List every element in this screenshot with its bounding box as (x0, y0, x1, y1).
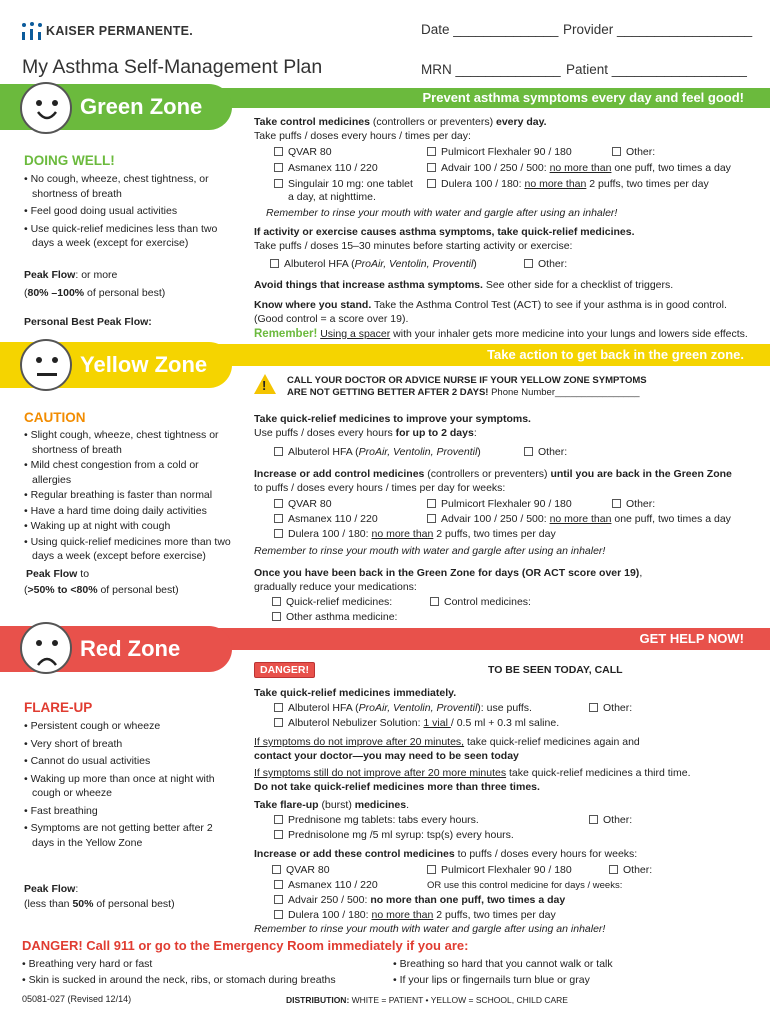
checkbox-albuterol[interactable]: Albuterol HFA (ProAir, Ventolin, Proventil) (270, 257, 477, 271)
green-dose-line: Take puffs / doses every hours / times per day: (254, 130, 471, 142)
green-peak-flow: Peak Flow: or more (24, 269, 118, 281)
form-code: 05081-027 (Revised 12/14) (22, 994, 132, 1004)
red-quick-heading: Take quick-relief medicines immediately. (254, 687, 457, 699)
emergency-item-2: • Breathing so hard that you cannot walk or talk (393, 958, 613, 970)
list-item: • Mild chest congestion from a cold or allergies (24, 459, 199, 486)
emergency-item-4: • If your lips or fingernails turn blue or gray (393, 974, 590, 986)
red-flare-heading: Take flare-up (burst) medicines. (254, 799, 410, 811)
emergency-item-1: • Breathing very hard or fast (22, 958, 153, 970)
or-use-line: OR use this control medicine for days / weeks: (427, 880, 623, 891)
checkbox-dulera[interactable]: Dulera 100 / 180: no more than 2 puffs, two times per day (427, 177, 709, 191)
yellow-symptoms (24, 428, 234, 565)
list-item: • Persistent cough or wheeze (24, 720, 161, 732)
checkbox-flare-other[interactable]: Other: (589, 813, 632, 827)
checkbox-other[interactable]: Other: (609, 863, 652, 877)
doing-well-title: DOING WELL! (24, 153, 115, 168)
checkbox-control[interactable]: Control medicines: (430, 595, 531, 609)
checkbox-other[interactable]: Other: (612, 145, 655, 159)
checkbox-dulera[interactable]: Dulera 100 / 180: no more than 2 puffs, two times per day (274, 908, 556, 922)
list-item: • No cough, wheeze, chest tightness, or shortness of breath (24, 173, 209, 200)
green-exercise-heading: If activity or exercise causes asthma symptoms, take quick-relief medicines. (254, 226, 635, 238)
red-increase-heading: Increase or add these control medicines to puffs / doses every hours for weeks: (254, 848, 638, 860)
caution-title: CAUTION (24, 410, 86, 425)
list-item: • Slight cough, wheeze, chest tightness or shortness of breath (24, 429, 219, 456)
red-bar-text: GET HELP NOW! (639, 631, 744, 646)
list-item: • Waking up at night with cough (24, 520, 171, 532)
checkbox-albuterol-other[interactable]: Other: (589, 701, 632, 715)
yellow-back-heading: Once you have been back in the Green Zone for days (OR ACT score over 19), (254, 567, 643, 579)
kaiser-logo (22, 22, 193, 40)
flare-up-title: FLARE-UP (24, 700, 93, 715)
personal-best-label: Personal Best Peak Flow: (24, 316, 152, 328)
red-peak-range: (less than 50% of personal best) (24, 898, 175, 910)
checkbox-asmanex[interactable]: Asmanex 110 / 220 (274, 512, 378, 526)
red-symptoms (24, 719, 234, 853)
list-item: • Use quick-relief medicines less than two days a week (except for exercise) (24, 222, 218, 249)
checkbox-advair[interactable]: Advair 250 / 500: no more than one puff, two times a day (274, 893, 565, 907)
know-where-note: Know where you stand. Take the Asthma Control Test (ACT) to see if your asthma is in good control. (254, 299, 727, 311)
red-contact-line: contact your doctor—you may need to be seen today (254, 750, 519, 762)
list-item: • Cannot do usual activities (24, 755, 151, 767)
green-rinse-note: Remember to rinse your mouth with water and gargle after using an inhaler! (266, 207, 618, 219)
red-third-line: If symptoms still do not improve after 20 more minutes take quick-relief medicines a third time. (254, 767, 691, 779)
green-zone-label: Green Zone (0, 84, 232, 130)
sad-face-icon (20, 622, 72, 674)
red-rinse-note: Remember to rinse your mouth with water and gargle after using an inhaler! (254, 923, 606, 935)
checkbox-dulera[interactable]: Dulera 100 / 180: no more than 2 puffs, two times per day (274, 527, 556, 541)
checkbox-albuterol-other[interactable]: Other: (524, 445, 567, 459)
yellow-zone-label: Yellow Zone (0, 342, 232, 388)
yellow-reduce-line: gradually reduce your medications: (254, 581, 417, 593)
checkbox-other-medicine[interactable]: Other asthma medicine: (272, 610, 397, 624)
list-item: • Fast breathing (24, 804, 98, 817)
checkbox-advair[interactable]: Advair 100 / 250 / 500: no more than one puff, two times a day (427, 161, 731, 175)
kaiser-logo-icon (22, 22, 42, 40)
neutral-face-icon (20, 339, 72, 391)
triggers-note: Avoid things that increase asthma symptoms. See other side for a checklist of triggers. (254, 279, 674, 291)
warning-icon: ! (254, 374, 276, 394)
logo-text: KAISER PERMANENTE. (46, 24, 194, 38)
yellow-peak-range: (>50% to <80% of personal best) (24, 584, 179, 596)
checkbox-advair[interactable]: Advair 100 / 250 / 500: no more than one puff, two times a day (427, 512, 731, 526)
act-score-note: (Good control = a score over 19). (254, 313, 409, 325)
list-item: • Waking up more than once at night with cough or wheeze (24, 772, 215, 799)
yellow-bar-text: Take action to get back in the green zone. (487, 347, 744, 362)
checkbox-nebulizer[interactable]: Albuterol Nebulizer Solution: 1 vial / 0.5 ml + 0.3 ml saline. (274, 716, 559, 730)
checkbox-singulair[interactable]: Singulair 10 mg: one tablet (274, 177, 413, 191)
green-peak-range: (80% –100% of personal best) (24, 287, 166, 299)
spacer-note: Remember! Using a spacer with your inhaler gets more medicine into your lungs and lowers side effects. (254, 328, 748, 340)
green-symptoms (24, 172, 234, 254)
green-exercise-dose: Take puffs / doses 15–30 minutes before starting activity or exercise: (254, 240, 573, 252)
yellow-call-1: CALL YOUR DOCTOR OR ADVICE NURSE IF YOUR YELLOW ZONE SYMPTOMS (287, 375, 647, 386)
checkbox-asmanex[interactable]: Asmanex 110 / 220 (274, 161, 378, 175)
checkbox-prednisolone[interactable]: Prednisolone mg /5 ml syrup: tsp(s) every hours. (274, 828, 514, 842)
distribution-note: DISTRIBUTION: WHITE = PATIENT • YELLOW = SCHOOL, CHILD CARE (286, 995, 568, 1005)
checkbox-albuterol[interactable]: Albuterol HFA (ProAir, Ventolin, Proventil) (274, 445, 481, 459)
red-max-line: Do not take quick-relief medicines more than three times. (254, 781, 540, 793)
emergency-item-3: • Skin is sucked in around the neck, ribs, or stomach during breaths (22, 974, 336, 986)
list-item: • Have a hard time doing daily activities (24, 504, 207, 517)
list-item: • Symptoms are not getting better after 2 days in the Yellow Zone (24, 822, 213, 849)
yellow-increase-dose: to puffs / doses every hours / times per day for weeks: (254, 482, 506, 494)
checkbox-qvar[interactable]: QVAR 80 (274, 145, 332, 159)
list-item: • Very short of breath (24, 737, 123, 750)
yellow-call-2: ARE NOT GETTING BETTER AFTER 2 DAYS! Phone Number________________ (287, 387, 640, 398)
checkbox-quick-relief[interactable]: Quick-relief medicines: (272, 595, 392, 609)
yellow-rinse-note: Remember to rinse your mouth with water and gargle after using an inhaler! (254, 545, 606, 557)
checkbox-prednisone[interactable]: Prednisone mg tablets: tabs every hours. (274, 813, 479, 827)
mrn-field[interactable]: MRN ______________ (421, 62, 561, 77)
yellow-increase-heading: Increase or add control medicines (controllers or preventers) until you are back in the Green Zone (254, 468, 732, 480)
red-improve-line: If symptoms do not improve after 20 minutes, take quick-relief medicines again and (254, 736, 640, 748)
checkbox-qvar[interactable]: QVAR 80 (272, 863, 330, 877)
happy-face-icon (20, 82, 72, 134)
checkbox-qvar[interactable]: QVAR 80 (274, 497, 332, 511)
red-zone-label: Red Zone (0, 626, 232, 672)
checkbox-pulmicort[interactable]: Pulmicort Flexhaler 90 / 180 (427, 497, 572, 511)
list-item: • Regular breathing is faster than normal (24, 489, 213, 501)
list-item: • Feel good doing usual activities (24, 205, 178, 217)
checkbox-albuterol[interactable]: Albuterol HFA (ProAir, Ventolin, Proventil): use puffs. (274, 701, 532, 715)
green-bar-text: Prevent asthma symptoms every day and feel good! (422, 90, 744, 105)
checkbox-asmanex[interactable]: Asmanex 110 / 220 (274, 878, 378, 892)
provider-field[interactable]: Provider __________________ (563, 22, 753, 37)
checkbox-other[interactable]: Other: (612, 497, 655, 511)
emergency-title: DANGER! Call 911 or go to the Emergency Room immediately if you are: (22, 938, 469, 953)
danger-badge: DANGER! (254, 662, 315, 678)
yellow-quick-heading: Take quick-relief medicines to improve your symptoms. (254, 413, 531, 425)
checkbox-pulmicort[interactable]: Pulmicort Flexhaler 90 / 180 (427, 863, 572, 877)
yellow-peak-flow: Peak Flow to (26, 568, 90, 580)
checkbox-pulmicort[interactable]: Pulmicort Flexhaler 90 / 180 (427, 145, 572, 159)
list-item: • Using quick-relief medicines more than two days a week (except before exercise) (24, 535, 231, 562)
plan-title: My Asthma Self-Management Plan (22, 56, 323, 78)
yellow-quick-dose: Use puffs / doses every hours for up to 2 days: (254, 427, 477, 439)
seen-today-label: TO BE SEEN TODAY, CALL (488, 664, 623, 676)
singulair-detail: a day, at nighttime. (288, 191, 376, 203)
green-control-heading: Take control medicines (controllers or preventers) every day. (254, 116, 547, 128)
checkbox-albuterol-other[interactable]: Other: (524, 257, 567, 271)
red-peak-flow: Peak Flow: (24, 883, 79, 895)
patient-field[interactable]: Patient __________________ (566, 62, 747, 77)
date-field[interactable]: Date ______________ (421, 22, 559, 37)
